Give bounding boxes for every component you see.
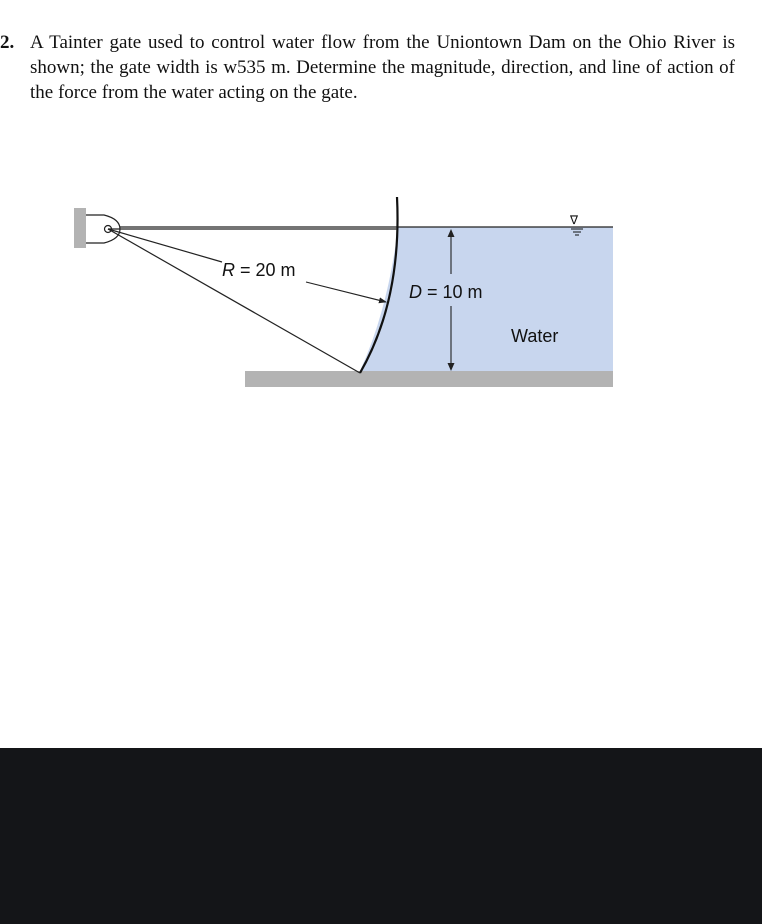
radius-leader-arrow <box>306 282 386 302</box>
depth-label: D = 10 m <box>409 282 483 302</box>
problem-number: 2. <box>0 32 15 53</box>
channel-floor <box>245 371 613 387</box>
gate-arm-middle <box>108 229 222 262</box>
water-region <box>360 227 613 371</box>
bottom-dark-bar <box>0 748 762 924</box>
free-surface-symbol: ∇ <box>570 213 579 227</box>
gate-arm-lower <box>108 229 360 373</box>
pivot-support-block <box>74 208 86 248</box>
tainter-gate-diagram <box>0 150 762 400</box>
problem-statement <box>0 30 735 105</box>
radius-label: R = 20 m <box>222 260 296 280</box>
problem-text: A Tainter gate used to control water flow from the Uniontown Dam on the Ohio River is shown; the gate width is w535 m. Determine the magnitude, direction, and line of action of the force from the water acting on the gate. <box>30 32 735 103</box>
water-label: Water <box>511 326 559 346</box>
